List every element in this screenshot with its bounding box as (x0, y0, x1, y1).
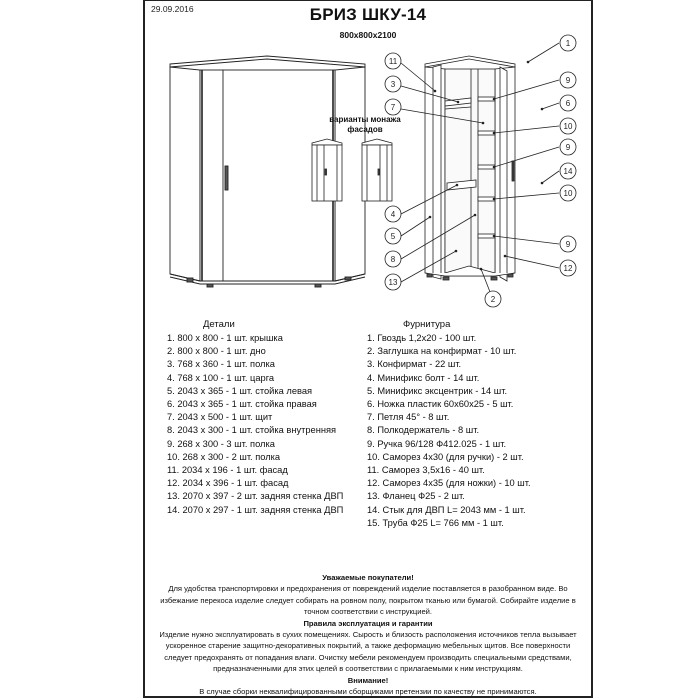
callout-6 (560, 95, 576, 111)
details-item: 3. 768 x 360 - 1 шт. полка (167, 359, 275, 370)
notes-line: точном соответствии с инструкцией. (303, 607, 433, 617)
details-list (167, 332, 343, 517)
callout-9b (560, 139, 576, 155)
facade-variant-a (312, 139, 342, 201)
svg-text:12: 12 (563, 264, 573, 273)
hardware-item: 14. Стык для ДВП L= 2043 мм - 1 шт. (367, 504, 526, 515)
hardware-item: 13. Фланец Ф25 - 2 шт. (367, 491, 465, 502)
notes-line: ускоренное старение защитно-декоративных покрытий, а также деформацию мебельных щитов. Все поверхности (165, 641, 571, 651)
notes-block (149, 572, 587, 697)
callout-7 (385, 99, 401, 115)
svg-text:7: 7 (390, 103, 396, 112)
facade-variants-label (305, 115, 425, 135)
hardware-item: 5. Минификс эксцентрик - 14 шт. (367, 385, 508, 396)
details-heading: Детали (203, 319, 235, 330)
svg-text:10: 10 (563, 122, 573, 131)
details-item: 14. 2070 x 297 - 1 шт. задняя стенка ДВП (167, 504, 344, 515)
details-item: 9. 268 x 300 - 3 шт. полка (167, 438, 275, 449)
handle-icon (225, 166, 228, 190)
details-item: 2. 800 x 800 - 1 шт. дно (167, 346, 266, 357)
details-item: 4. 768 x 100 - 1 шт. царга (167, 372, 275, 383)
variants-label-line2: фасадов (347, 125, 383, 134)
callout-13 (385, 274, 401, 290)
notes-line: Изделие нужно эксплуатировать в сухих помещениях. Сырость и близость расположения источников тепла вызывает (159, 630, 577, 640)
callout-10b (560, 185, 576, 201)
callout-9a (560, 72, 576, 88)
svg-text:8: 8 (390, 255, 396, 264)
hardware-item: 8. Полкодержатель - 8 шт. (367, 425, 480, 436)
details-item: 11. 2034 x 196 - 1 шт. фасад (167, 465, 288, 476)
svg-text:13: 13 (388, 278, 398, 287)
details-item: 12. 2034 x 396 - 1 шт. фасад (167, 478, 289, 489)
notes-line: В случае сборки неквалифицированными сборщиками претензии по качеству не принимаются. (199, 687, 537, 697)
hardware-heading: Фурнитура (403, 319, 451, 330)
svg-text:9: 9 (565, 240, 571, 249)
hardware-item: 7. Петля 45° - 8 шт. (367, 412, 450, 423)
assembly-drawing (145, 1, 591, 311)
details-item: 8. 2043 x 300 - 1 шт. стойка внутренняя (167, 425, 337, 436)
details-item: 7. 2043 x 500 - 1 шт. щит (167, 412, 273, 423)
hardware-item: 11. Саморез 3,5x16 - 40 шт. (367, 465, 485, 476)
svg-text:2: 2 (490, 295, 496, 304)
product-title: БРИЗ ШКУ-14 (309, 5, 427, 24)
hardware-item: 9. Ручка 96/128 Ф412.025 - 1 шт. (367, 438, 507, 449)
hardware-item: 2. Заглушка на конфирмат - 10 шт. (367, 346, 517, 357)
svg-text:14: 14 (563, 167, 573, 176)
rules-heading: Правила эксплуатация и гарантии (303, 618, 433, 628)
svg-text:1: 1 (565, 39, 571, 48)
instruction-sheet (143, 0, 593, 698)
hardware-list (367, 332, 531, 530)
product-dimensions: 800x800x2100 (339, 30, 397, 40)
details-item: 6. 2043 x 365 - 1 шт. стойка правая (167, 399, 317, 410)
notes-line: следует предохранять от попадания влаги. Очистку мебели рекомендуем производить специальными средствами, (164, 652, 572, 662)
hardware-item: 4. Минификс болт - 14 шт. (367, 372, 480, 383)
svg-text:10: 10 (563, 189, 573, 198)
callout-10a (560, 118, 576, 134)
callout-4 (385, 206, 401, 222)
callout-11 (385, 53, 401, 69)
hardware-item: 12. Саморез 4x35 (для ножки) - 10 шт. (367, 478, 531, 489)
callout-2 (485, 291, 501, 307)
svg-text:6: 6 (565, 99, 571, 108)
notes-line: предназначенными для этих целей в соответствии с прилагаемыми к ним инструкциям. (213, 664, 523, 674)
details-item: 13. 2070 x 397 - 2 шт. задняя стенка ДВП (167, 491, 344, 502)
notes-line: избежание перекоса изделие следует собирать на ровном полу, покрытом тканью или бумагой. Собирайте изделие в (160, 595, 576, 605)
svg-text:3: 3 (390, 80, 396, 89)
callout-9c (560, 236, 576, 252)
callout-12 (560, 260, 576, 276)
hardware-item: 6. Ножка пластик 60x60x25 - 5 шт. (367, 399, 514, 410)
document-date: 29.09.2016 (151, 4, 194, 14)
details-item: 10. 268 x 300 - 2 шт. полка (167, 451, 281, 462)
open-wardrobe-drawing (425, 56, 515, 281)
svg-text:9: 9 (565, 76, 571, 85)
attention-heading: Внимание! (347, 675, 389, 685)
callout-5 (385, 228, 401, 244)
details-item: 5. 2043 x 365 - 1 шт. стойка левая (167, 385, 313, 396)
hardware-item: 10. Саморез 4x30 (для ручки) - 2 шт. (367, 451, 524, 462)
hardware-item: 3. Конфирмат - 22 шт. (367, 359, 462, 370)
facade-variant-b (362, 139, 392, 201)
callout-8 (385, 251, 401, 267)
hardware-item: 15. Труба Ф25 L= 766 мм - 1 шт. (367, 517, 504, 528)
svg-text:11: 11 (388, 57, 398, 66)
callout-14 (560, 163, 576, 179)
details-item: 1. 800 x 800 - 1 шт. крышка (167, 333, 283, 343)
callout-3 (385, 76, 401, 92)
customers-heading: Уважаемые покупатели! (322, 573, 414, 582)
svg-text:9: 9 (565, 143, 571, 152)
svg-text:5: 5 (390, 232, 396, 241)
hardware-item: 1. Гвоздь 1,2x20 - 100 шт. (367, 333, 477, 343)
notes-line: Для удобства транспортировки и предохранения от повреждений изделие поставляется в разобранном виде. Во (168, 584, 568, 594)
svg-text:4: 4 (390, 210, 396, 219)
variants-label-line1: варианты монажа (329, 115, 401, 124)
callout-1 (560, 35, 576, 51)
